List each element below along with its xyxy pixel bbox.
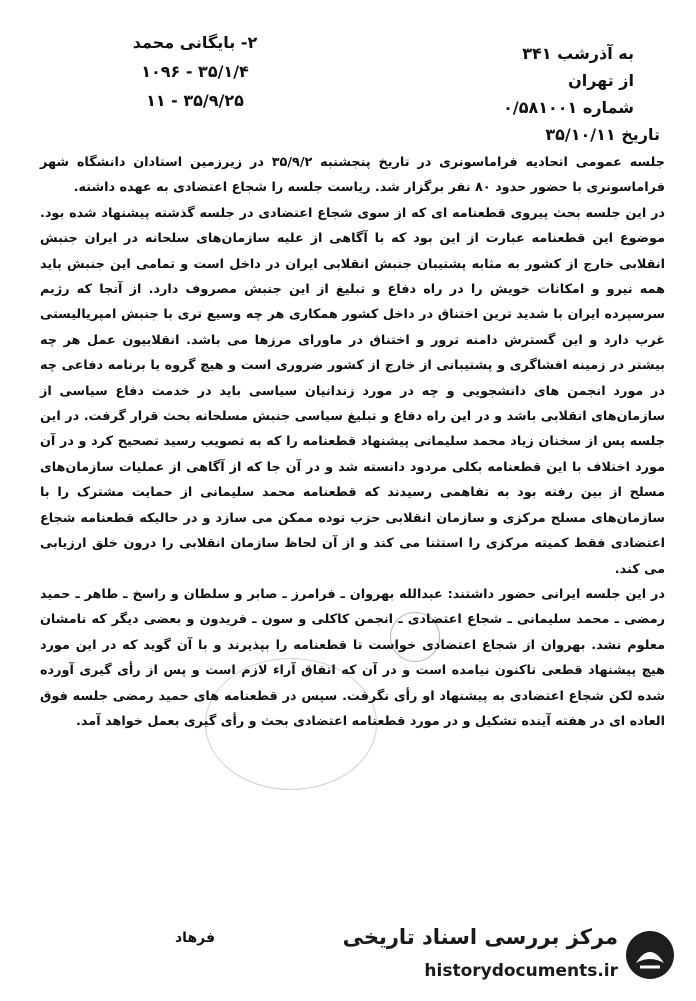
watermark-url: historydocuments.ir (424, 961, 618, 981)
header-left-block (120, 28, 270, 115)
archive-logo-icon (624, 929, 676, 981)
faded-stamp (205, 658, 377, 790)
header-left-line-3: ۳۵/۹/۲۵ - ۱۱ (146, 91, 244, 110)
watermark (342, 923, 682, 993)
document-body (40, 150, 665, 734)
body-paragraph-3: در این جلسه ایرانی حضور داشتند: عبدالله بهروان ـ فرامرز ـ صابر و سلطان و راسخ ـ طاهر ـ حمید رمضی ـ محمد سلیمانی ـ شجاع اعتضادی ـ انجمن کاکلی و سون ـ فریدون و بعضی دیگر که نامشان معلوم نشد. بهروان از شجاع اعتضادی خواست تا قطعنامه را بپذیرند و با آن گوید که در این مورد هیچ پیشنهاد قطعی تاکنون نیامده است و در آن که اتفاق آراء لازم است و پس از رأی گیری آورده شده لکن شجاع اعتضادی به پیشنهاد او رأی نگرفت. سپس در قطعنامه های حمید رمضی جلسه فوق العاده ای در هفته آینده تشکیل و در مورد قطعنامه اعتضادی بحث و رأی گیری بعمل خواهد آمد. (40, 586, 665, 729)
body-paragraph-2: در این جلسه بحث پیروی قطعنامه ای که از سوی شجاع اعتضادی در جلسه گذشته پیشنهاد شده بود. موضوع این قطعنامه عبارت از این بود که با آگاهی از علیه سازمان‌های سلحانه در ایران جنبش انقلابی خارج از کشور به مثابه پشتیبان جنبش انقلابی ایران در داخل است و تمامی این جنبش باید همه نیرو و امکانات خویش را در راه دفاع و تبلیغ از این جنبش مصروف دارد. از آنجا که رژیم سرسپرده ایران با شدید ترین اختناق در داخل کشور همکاری هر چه وسیع تری با جنبش امپریالیستی غرب دارد و این گسترش دامنه ترور و اختناق در ماورای مرزها می باشد. انقلابیون عمل هر چه بیشتر در زمینه افشاگری و پشتیبانی از خارج از کشور ضروری است و هیچ گروه یا برنامه دفاعی چه در مورد انجمن های دانشجویی و چه در مورد زندانیان سیاسی باید در خدمت دفاع سیاسی از سازمان‌های انقلابی باشد و در این راه دفاع و تبلیغ سیاسی جنبش مسلحانه بحث قرار گرفت. در این جلسه پس از سخنان زیاد محمد سلیمانی پیشنهاد قطعنامه را که به تصویب رسید تصحیح کرد و در آن مورد اختلاف با این قطعنامه بکلی مردود دانسته شد و در آن جا که از آگاهی از عملیات سازمان‌های مسلح از بین رفته بود به تفاهمی رسیدند که قطعنامه محمد سلیمانی از حمایت مشترک را با سازمان‌های مسلح مرکزی و سازمان انقلابی حزب توده ممکن می سازد و در حالیکه قطعنامه شجاع اعتضادی فقط کمیته مرکزی را استثنا می کند و از آن لحاظ سازمان انقلابی را درون خلق ارزیابی می کند. (40, 205, 665, 577)
signature: فرهاد (175, 930, 216, 946)
watermark-title: مرکز بررسی اسناد تاریخی (342, 925, 618, 949)
header-right-line-1: به آذرشب ۳۴۱ (522, 44, 634, 63)
header-right-line-2: از تهران (568, 71, 634, 90)
body-paragraph-1: جلسه عمومی اتحادیه فراماسونری در تاریخ پنجشنبه ۳۵/۹/۲ در زیرزمین استادان دانشگاه شهر فراماسونری با حضور حدود ۸۰ نفر برگزار شد. ریاست جلسه را شجاع اعتضادی به عهده داشته. (40, 155, 665, 196)
header-right-line-3: شماره ۰/۵۸۱۰۰۱ (503, 98, 634, 117)
small-seal-mark (390, 612, 440, 662)
header-right-line-4: تاریخ ۳۵/۱۰/۱۱ (545, 125, 660, 144)
header-left-line-2: ۳۵/۱/۴ - ۱۰۹۶ (141, 62, 249, 81)
header-left-line-1: ۲- بایگانی محمد (132, 33, 258, 52)
header-right-block (503, 40, 660, 148)
